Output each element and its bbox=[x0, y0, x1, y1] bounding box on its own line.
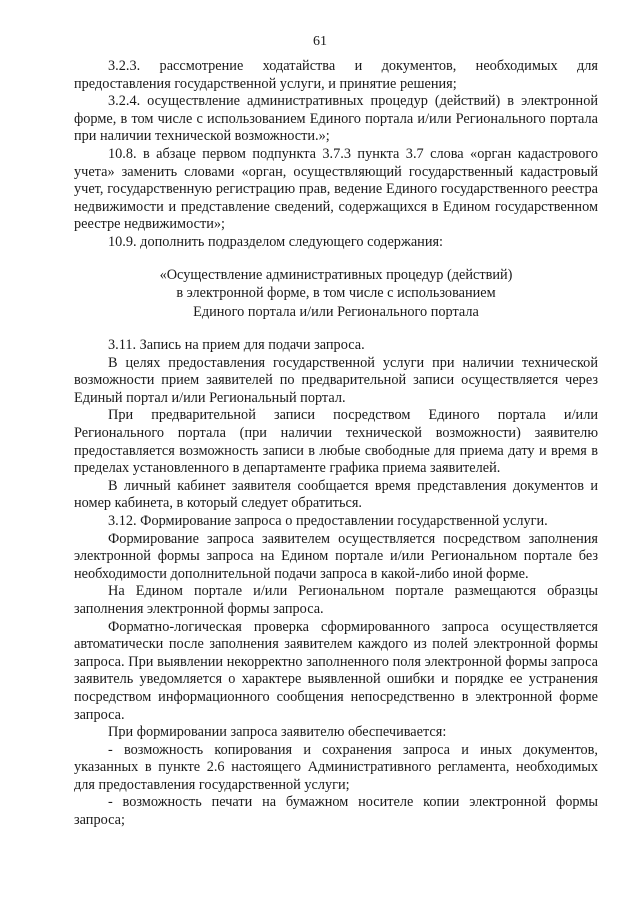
paragraph-appointment-procedure: При предварительной записи посредством Единого портала и/или Регионального портала (при наличии технической возможности) заявителю предоставляется возможность записи в любые свободные для приема дату и время в пределах установленного в департаменте графика приема заявителей. bbox=[74, 407, 598, 477]
document-body bbox=[74, 58, 598, 830]
paragraph-10-9: 10.9. дополнить подразделом следующего содержания: bbox=[108, 233, 444, 250]
paragraph-3-12: 3.12. Формирование запроса о предоставлении государственной услуги. bbox=[108, 512, 548, 529]
paragraph-3-11: 3.11. Запись на прием для подачи запроса. bbox=[108, 337, 365, 354]
paragraph-appointment-purpose: В целях предоставления государственной услуги при наличии технической возможности прием заявителей по предварительной записи осуществляется через Единый портал и/или Региональный портал. bbox=[74, 354, 598, 406]
subsection-heading bbox=[74, 266, 598, 322]
paragraph-personal-cabinet: В личный кабинет заявителя сообщается время представления документов и номер кабинета, в который следует обратиться. bbox=[74, 477, 598, 512]
paragraph-10-8: 10.8. в абзаце первом подпункта 3.7.3 пункта 3.7 слова «орган кадастрового учета» заменить словами «орган, осуществляющий государственный кадастровый учет, государственную регистрацию прав, ведение Единого государственного реестра недвижимости и представление сведений, содержащихся в Едином государственном реестре недвижимости»; bbox=[74, 145, 598, 233]
heading-line-1: «Осуществление административных процедур (действий) bbox=[159, 266, 513, 283]
heading-line-3: Единого портала и/или Регионального портала bbox=[193, 303, 479, 320]
paragraph-request-formation: Формирование запроса заявителем осуществляется посредством заполнения электронной формы запроса на Едином портале и/или Региональном портале без необходимости дополнительной подачи запроса в какой-либо иной форме. bbox=[74, 530, 598, 582]
list-item-copy-save: - возможность копирования и сохранения запроса и иных документов, указанных в пункте 2.6 настоящего Административного регламента, необходимых для предоставления государственной услуги; bbox=[74, 741, 598, 793]
paragraph-provided: При формировании запроса заявителю обеспечивается: bbox=[108, 724, 447, 741]
paragraph-form-samples: На Едином портале и/или Региональном портале размещаются образцы заполнения электронной формы запроса. bbox=[74, 583, 598, 617]
paragraph-format-check: Форматно-логическая проверка сформированного запроса осуществляется автоматически после заполнения заявителем каждого из полей электронной формы запроса. При выявлении некорректно заполненного поля электронной формы запроса заявитель уведомляется о характере выявленной ошибки и порядке ее устранения посредством информационного сообщения непосредственно в электронной форме запроса. bbox=[74, 618, 598, 723]
list-item-print: - возможность печати на бумажном носителе копии электронной формы запроса; bbox=[74, 794, 598, 829]
paragraph-3-2-4: 3.2.4. осуществление административных процедур (действий) в электронной форме, в том числе с использованием Единого портала и/или Регионального портала при наличии технической возможности.»; bbox=[74, 93, 598, 145]
paragraph-3-2-3: 3.2.3. рассмотрение ходатайства и документов, необходимых для предоставления государственной услуги, и принятие решения; bbox=[74, 58, 598, 92]
page-number: 61 bbox=[313, 34, 327, 49]
heading-line-2: в электронной форме, в том числе с использованием bbox=[176, 285, 496, 302]
